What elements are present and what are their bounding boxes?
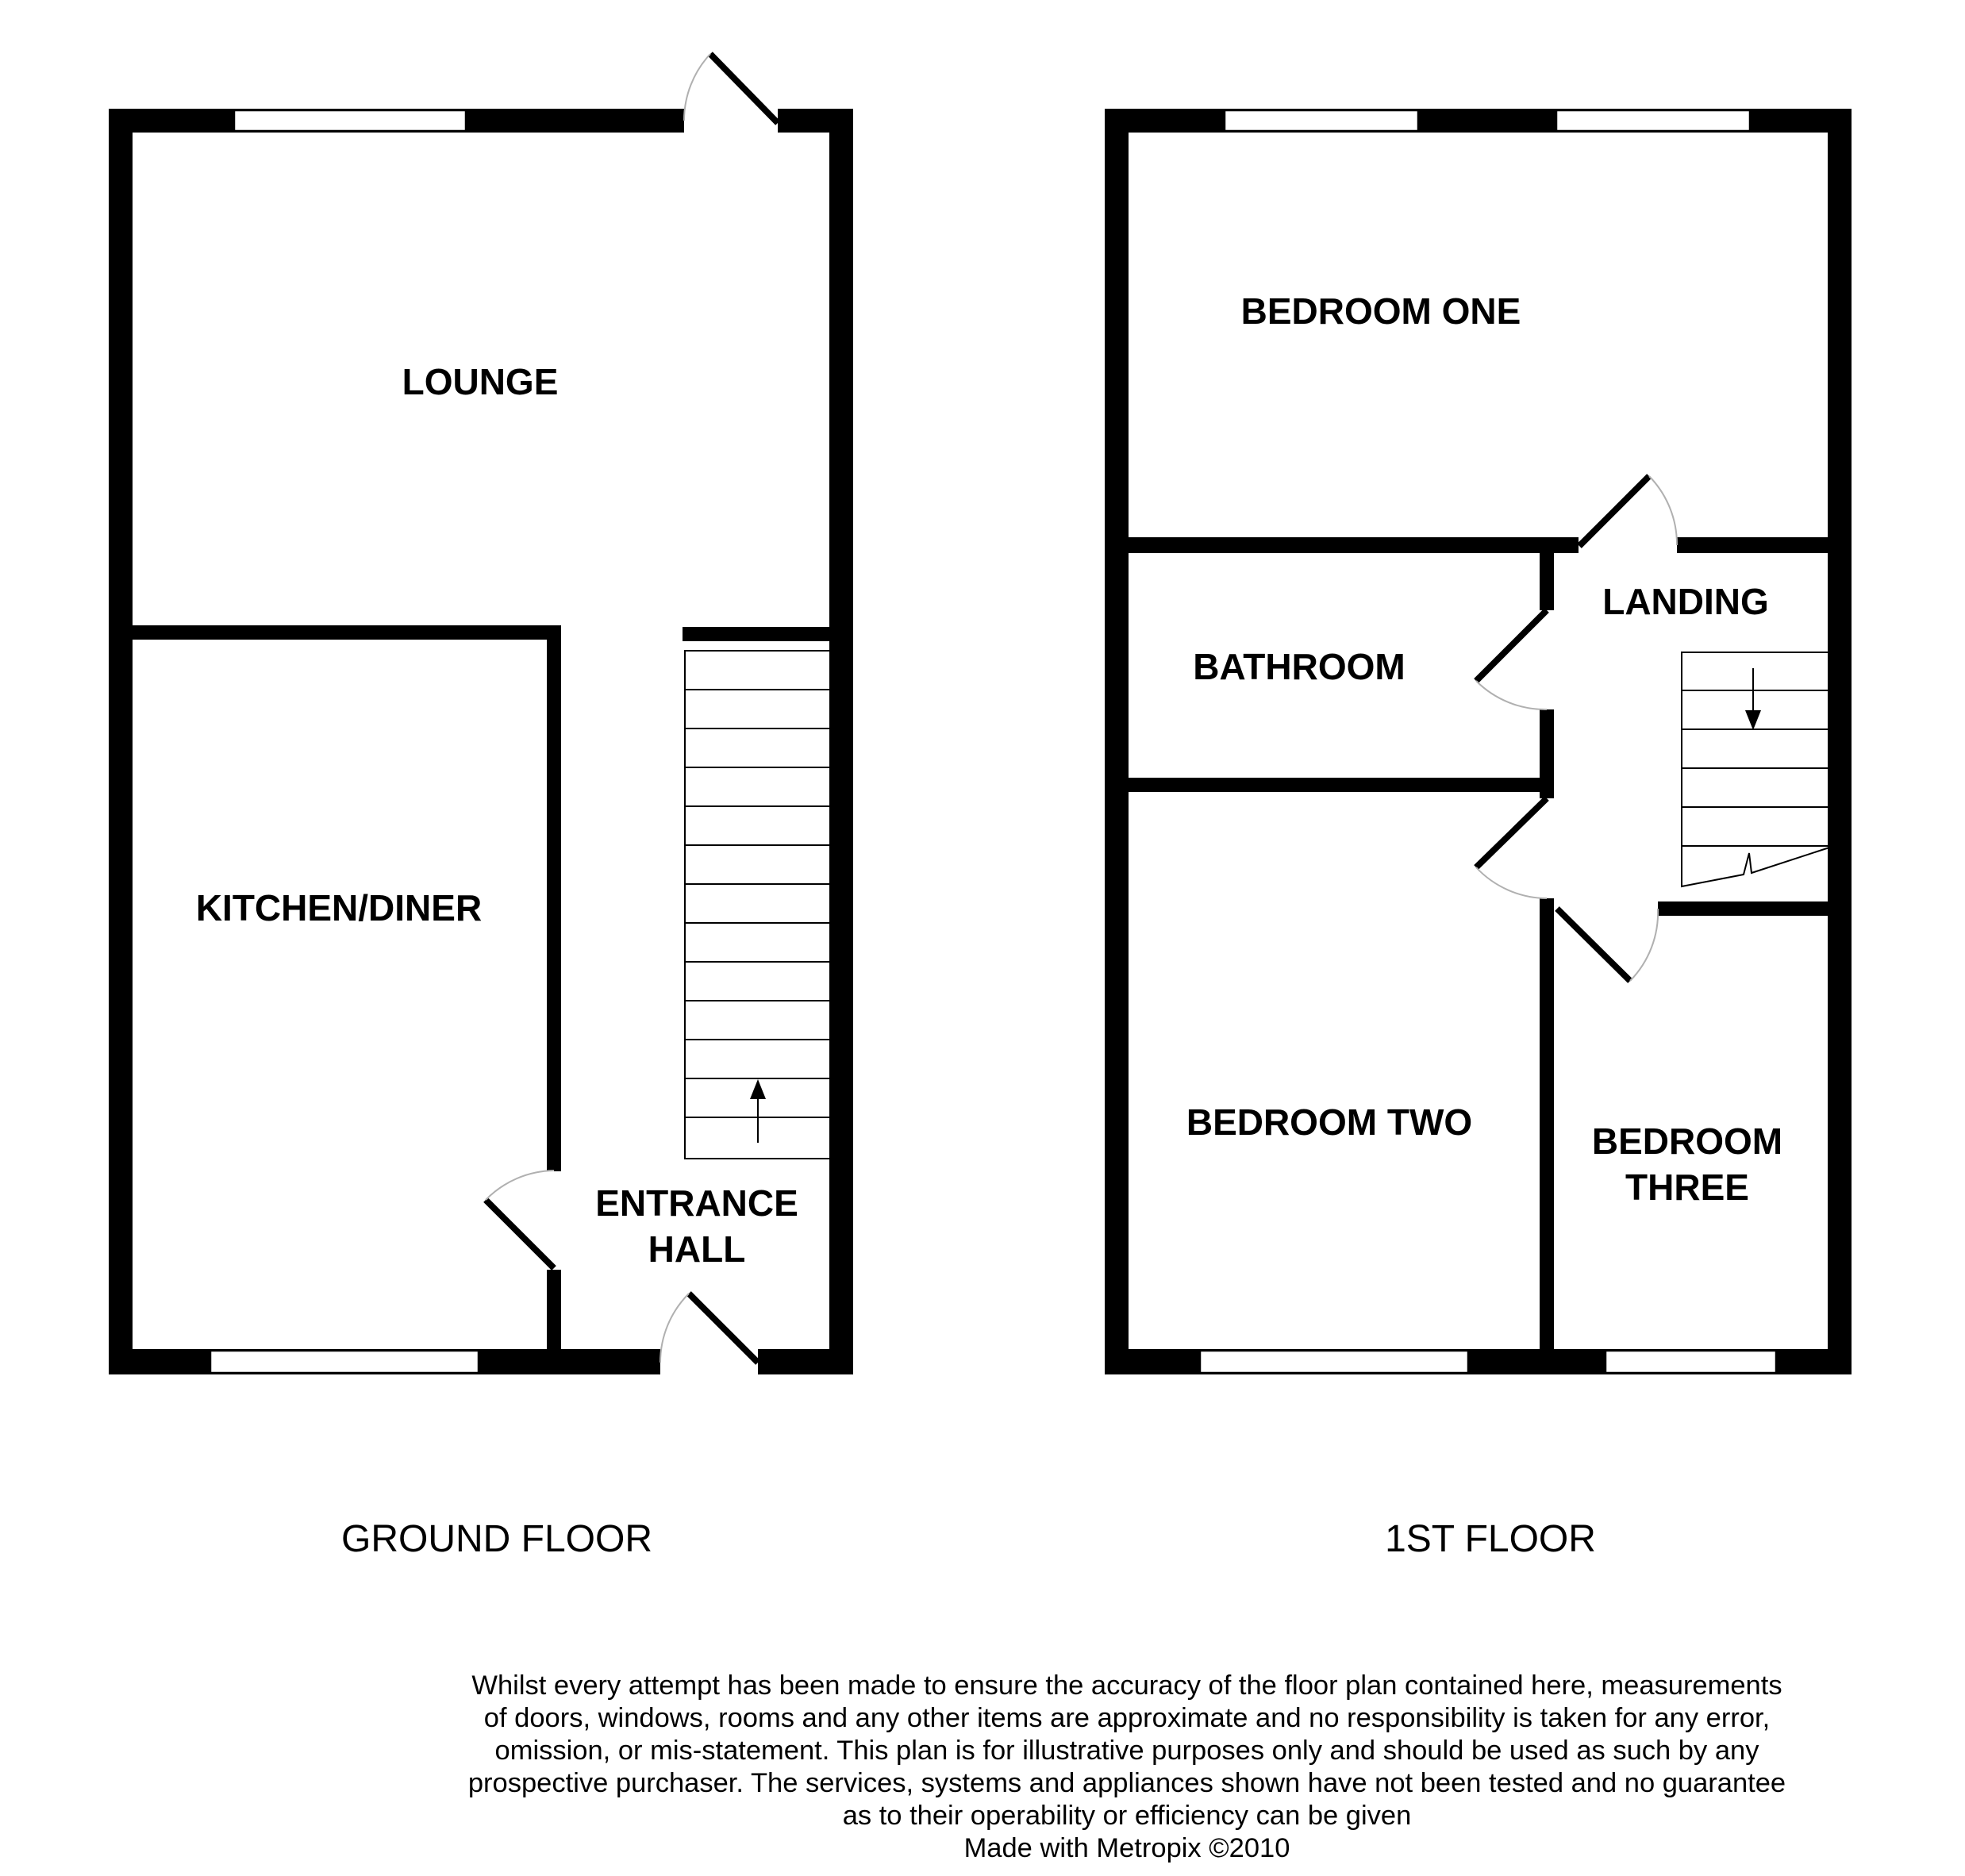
gf-kitchen-right-wall-lower [547, 1270, 561, 1357]
room-label-lounge: LOUNGE [402, 361, 559, 402]
ff-staircase [1682, 652, 1829, 886]
ff-bedroom-one-window-left [1225, 110, 1418, 131]
ground-floor-plan [109, 54, 853, 1560]
ff-bedroom-one-bottom-wall-right [1677, 537, 1852, 553]
gf-right-wall [829, 109, 853, 1374]
ff-landing-left-wall-mid [1540, 709, 1554, 798]
room-label-landing: LANDING [1602, 581, 1769, 622]
ff-bedroom-three-top-wall [1658, 901, 1852, 916]
ff-right-wall [1828, 109, 1852, 1374]
room-label-bedroom-three-line1: BEDROOM [1591, 1121, 1783, 1162]
credit-line: Made with Metropix ©2010 [963, 1833, 1290, 1863]
ff-bathroom-door [1476, 610, 1547, 709]
ff-bedroom-one-bottom-wall-left [1105, 537, 1579, 553]
room-label-entrance-hall-line1: ENTRANCE [595, 1182, 798, 1224]
up-arrow-icon [750, 1079, 766, 1099]
ff-bedroom-two-window [1200, 1351, 1468, 1373]
ff-bedroom-three-door [1557, 909, 1658, 981]
room-label-kitchen-diner: KITCHEN/DINER [195, 887, 483, 928]
room-label-bathroom: BATHROOM [1193, 646, 1405, 687]
gf-kitchen-right-wall-upper [547, 625, 561, 1171]
ff-bathroom-bottom-wall [1105, 778, 1548, 792]
first-floor-plan [1105, 109, 1852, 1560]
ff-bedroom-one-window-right [1556, 110, 1750, 131]
first-floor-title: 1ST FLOOR [1385, 1518, 1596, 1560]
gf-staircase [685, 651, 831, 1159]
gf-left-wall [109, 109, 133, 1374]
ff-bedroom-two-right-wall [1540, 898, 1554, 1359]
gf-bottom-wall-right [758, 1349, 853, 1374]
ff-bedroom-two-door [1476, 798, 1547, 898]
ff-bedroom-three-window [1605, 1351, 1776, 1373]
gf-kitchen-window [210, 1351, 479, 1373]
ground-floor-title: GROUND FLOOR [340, 1518, 653, 1560]
disclaimer [373, 1670, 1881, 1865]
room-label-bedroom-two: BEDROOM TWO [1186, 1101, 1473, 1143]
gf-kitchen-top-wall [109, 625, 561, 640]
ff-bedroom-one-door [1579, 476, 1677, 546]
disclaimer-line: of doors, windows, rooms and any other items are approximate and no responsibility is taken for any error, [483, 1703, 1771, 1733]
disclaimer-line: prospective purchaser. The services, systems and appliances shown have not been tested and no guarantee [467, 1768, 1786, 1798]
ff-landing-left-wall-top [1540, 537, 1554, 610]
gf-lounge-window [234, 110, 466, 131]
gf-kitchen-door [486, 1171, 554, 1268]
room-label-entrance-hall-line2: HALL [648, 1228, 746, 1270]
down-arrow-icon [1745, 710, 1761, 730]
disclaimer-line: omission, or mis-statement. This plan is for illustrative purposes only and should be used as such by any [494, 1736, 1759, 1766]
gf-back-door [684, 54, 778, 123]
room-label-bedroom-one: BEDROOM ONE [1240, 290, 1521, 332]
room-label-bedroom-three-line2: THREE [1625, 1167, 1749, 1208]
disclaimer-line: Whilst every attempt has been made to ensure the accuracy of the floor plan contained here, measurements [471, 1670, 1782, 1701]
ff-left-wall [1105, 109, 1129, 1374]
gf-stair-top-wall [683, 627, 841, 641]
gf-front-door [660, 1294, 758, 1363]
disclaimer-line: as to their operability or efficiency can be given [842, 1801, 1412, 1831]
